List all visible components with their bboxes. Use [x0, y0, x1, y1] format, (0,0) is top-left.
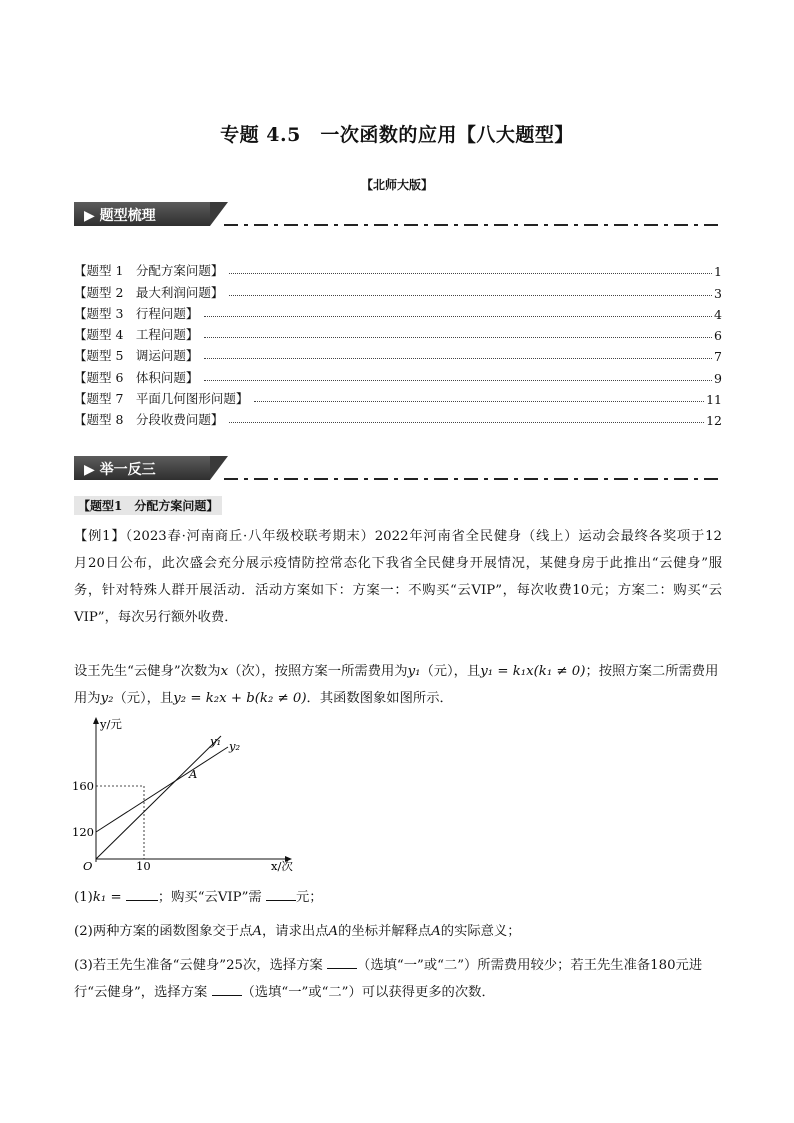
toc-leader-dots [254, 401, 704, 402]
section-title-overview: ▶ 题型梳理 [84, 208, 156, 224]
toc-item-page: 1 [714, 264, 722, 280]
toc-item-label: 【题型 4 工程问题】 [74, 327, 199, 343]
var-y2: y₂ [100, 691, 114, 706]
toc-item-page: 4 [714, 306, 722, 322]
toc-item-page: 3 [714, 285, 722, 301]
dash-dot-divider [224, 478, 724, 480]
setup-line: 用为y₂（元），且y₂ = k₂x + b(k₂ ≠ 0)．其函数图象如图所示． [74, 691, 453, 706]
answer-blank[interactable] [212, 981, 242, 996]
edition-label: 【北师大版】 [360, 178, 433, 192]
var-x: x [220, 664, 229, 679]
toc-item-label: 【题型 5 调运问题】 [74, 348, 199, 364]
toc-leader-dots [229, 422, 704, 423]
toc-item-page: 12 [706, 413, 722, 429]
setup-line: 设王先生“云健身”次数为x（次），按照方案一所需费用为y₁（元），且y₁ = k₁x(k₁ ≠ 0)；按照方案二所需费用 [74, 664, 719, 679]
page-title: 专题 4.5 一次函数的应用【八大题型】 [220, 124, 574, 146]
x-axis-label: x/次 [271, 859, 293, 873]
point-a-label: A [189, 767, 198, 781]
line1-label: y₁ [210, 734, 222, 748]
toc-item[interactable] [74, 364, 722, 385]
section-header-practice [74, 456, 724, 482]
toc-item[interactable] [74, 343, 722, 364]
example-line: VIP”，每次另行额外收费． [74, 610, 238, 625]
toc-item-label: 【题型 1 分配方案问题】 [74, 263, 224, 279]
section-title-practice: ▶ 举一反三 [84, 462, 156, 478]
toc-leader-dots [204, 358, 712, 359]
toc-item[interactable] [74, 301, 722, 322]
y-axis-arrow-icon [93, 717, 99, 724]
toc-item-page: 9 [714, 370, 722, 386]
toc-leader-dots [229, 295, 712, 296]
toc-item-label: 【题型 7 平面几何图形问题】 [74, 391, 249, 407]
equation-y1: y₁ = k₁x(k₁ ≠ 0) [480, 664, 586, 679]
toc-item-page: 7 [714, 349, 722, 365]
toc-item-label: 【题型 8 分段收费问题】 [74, 412, 224, 428]
example-line: 务，针对特殊人群开展活动．活动方案如下：方案一：不购买“云VIP”，每次收费10元；方案二：购买“云 [74, 583, 722, 598]
example-line: 【例1】（2023春·河南商丘·八年级校联考期末）2022年河南省全民健身（线上）运动会最终各奖项于12 [74, 529, 722, 544]
play-triangle-icon: ▶ [84, 462, 95, 478]
toc-item-label: 【题型 2 最大利润问题】 [74, 284, 224, 300]
section-tab-slant [210, 202, 228, 226]
example-paragraph [74, 523, 722, 631]
question-3: (3)若王先生准备“云健身”25次，选择方案 （选填“一”或“二”）所需费用较少；若王先生准备180元进 行“云健身”，选择方案 （选填“一”或“二”）可以获得更多的次数． [74, 952, 724, 1006]
y-axis-label: y/元 [100, 717, 122, 731]
toc-item-page: 11 [706, 392, 722, 408]
example-line: 月20日公布，此次盛会充分展示疫情防控常态化下我省全民健身开展情况，某健身房于此推出“云健身”服 [74, 556, 722, 571]
toc-item-label: 【题型 3 行程问题】 [74, 305, 199, 321]
dash-dot-divider [224, 224, 724, 226]
toc-item[interactable] [74, 386, 722, 407]
toc-item[interactable] [74, 258, 722, 279]
question-1: (1)k₁ = ；购买“云VIP”需 元； [74, 884, 724, 911]
toc-item[interactable] [74, 279, 722, 300]
toc-leader-dots [204, 380, 712, 381]
answer-blank[interactable] [266, 886, 296, 901]
question-2: (2)两种方案的函数图象交于点A，请求出点A的坐标并解释点A的实际意义； [74, 924, 521, 939]
toc-item[interactable] [74, 407, 722, 428]
var-y1: y₁ [407, 664, 421, 679]
origin-label: O [83, 859, 93, 873]
line2-label: y₂ [229, 739, 241, 753]
section-tab-slant [210, 456, 228, 480]
toc-item[interactable] [74, 322, 722, 343]
play-triangle-icon: ▶ [84, 208, 95, 224]
toc-leader-dots [204, 337, 712, 338]
toc-item-label: 【题型 6 体积问题】 [74, 369, 199, 385]
line-y2 [96, 747, 228, 832]
line-y1 [96, 736, 221, 859]
answer-blank[interactable] [327, 954, 357, 969]
answer-blank[interactable] [126, 886, 158, 901]
toc-leader-dots [229, 273, 712, 274]
function-graph [66, 714, 326, 874]
table-of-contents [74, 258, 722, 428]
equation-y2: y₂ = k₂x + b(k₂ ≠ 0) [173, 691, 307, 706]
toc-leader-dots [204, 316, 712, 317]
tick-160: 160 [72, 779, 94, 793]
type1-label: 【题型1 分配方案问题】 [74, 496, 222, 515]
tick-120: 120 [72, 825, 94, 839]
toc-item-page: 6 [714, 328, 722, 344]
tick-10: 10 [136, 859, 151, 873]
section-header-overview [74, 202, 724, 228]
setup-paragraph [74, 658, 722, 712]
